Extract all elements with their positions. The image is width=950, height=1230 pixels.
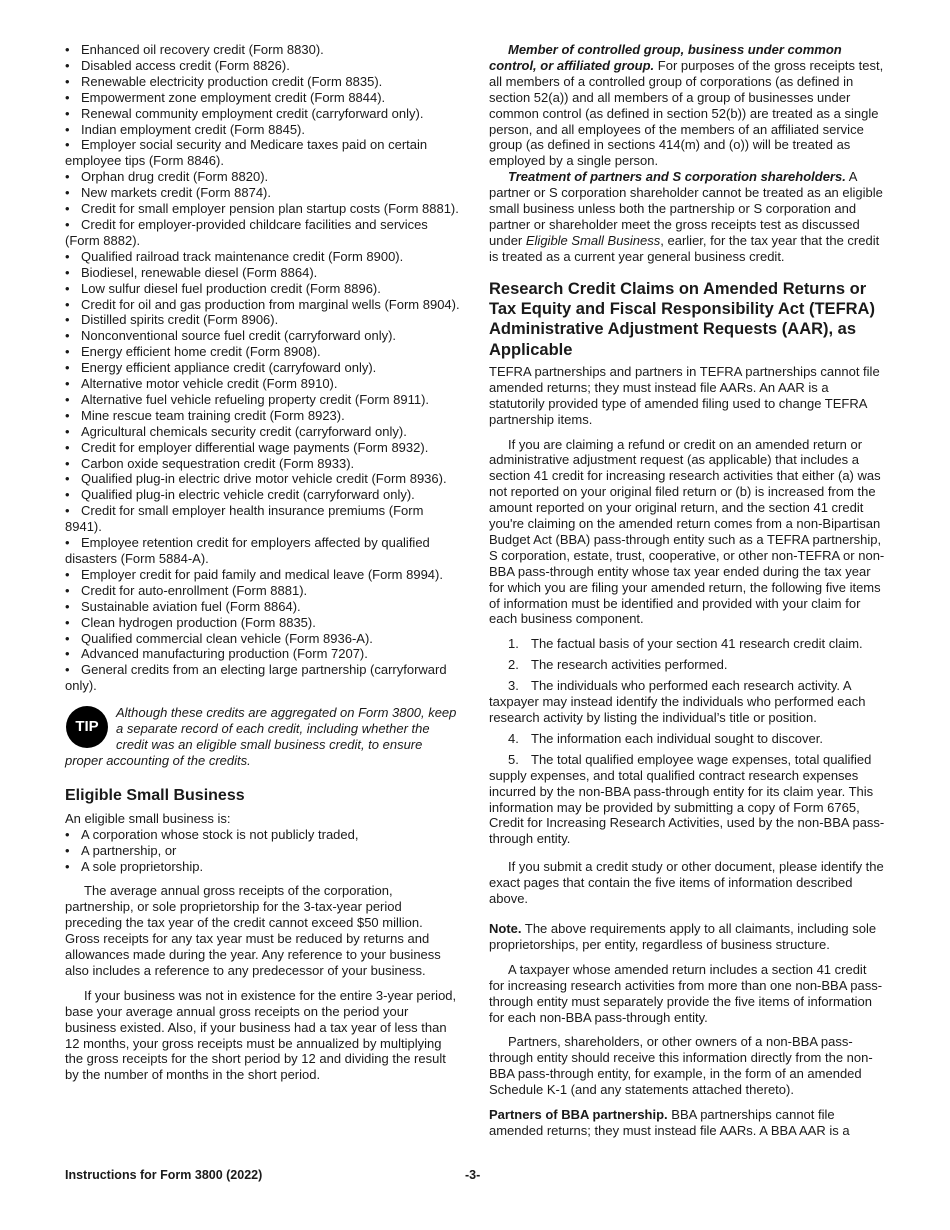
list-item: • Credit for auto-enrollment (Form 8881). — [65, 583, 460, 599]
esb-intro: An eligible small business is: — [65, 810, 231, 826]
list-item: • A sole proprietorship. — [65, 859, 460, 875]
list-item: • Employee retention credit for employers affected by qualified disasters (Form 5884-A). — [65, 535, 460, 567]
left-column — [65, 42, 460, 1092]
paragraph-text: For purposes of the gross receipts test, all members of a controlled group of corporations (as defined in section 52(a)) and all members of a group of businesses under common control (as defined in section 52(b)) are treated as a single person, and all employees of the members of an affiliated service group (as defined in sections 414(m) and (o)) will be treated as employed by a single person. — [489, 57, 884, 169]
list-item: • Credit for oil and gas production from marginal wells (Form 8904). — [65, 297, 460, 313]
list-item: • Sustainable aviation fuel (Form 8864). — [65, 599, 460, 615]
cross-reference: Eligible Small Business — [525, 232, 661, 248]
paragraph: If your business was not in existence for the entire 3-year period, base your average annual gross receipts on the period your business existed. Also, if your business had a tax year of less than 12 months, your gross receipts must be annualized by multiplying the gross receipts for the short period by 12 and dividing the result by the number of months in the short period. — [65, 987, 457, 1083]
list-item: • Agricultural chemicals security credit (carryforward only). — [65, 424, 460, 440]
list-item: • Energy efficient home credit (Form 8908). — [65, 344, 460, 360]
right-column — [489, 42, 885, 1148]
run-in-heading: Partners of BBA partnership. — [489, 1107, 668, 1123]
list-item: • Distilled spirits credit (Form 8906). — [65, 312, 460, 328]
list-item: 4. The information each individual sought to discover. — [508, 730, 823, 746]
list-item: 1. The factual basis of your section 41 research credit claim. — [508, 636, 863, 652]
list-item: • Nonconventional source fuel credit (carryforward only). — [65, 328, 460, 344]
list-item: 5. The total qualified employee wage expenses, total qualified supply expenses, and total qualified contract research expenses incurred by the non-BBA pass-through entity for its claim year. This information may be provided by submitting a copy of Form 6765, Credit for Increasing Research Activities, used by the non-BBA pass-through entity. — [489, 751, 885, 847]
list-item: • Alternative fuel vehicle refueling property credit (Form 8911). — [65, 392, 460, 408]
section-heading: Eligible Small Business — [65, 786, 245, 804]
list-item: • Indian employment credit (Form 8845). — [65, 122, 460, 138]
list-item: • Disabled access credit (Form 8826). — [65, 58, 460, 74]
numbered-list — [489, 636, 885, 847]
list-item: • Credit for employer-provided childcare facilities and services (Form 8882). — [65, 217, 460, 249]
paragraph-text: The above requirements apply to all claimants, including sole proprietorships, per entity, regardless of business structure. — [489, 920, 877, 952]
paragraph — [489, 42, 885, 169]
esb-list — [65, 827, 460, 875]
list-item: • Employer social security and Medicare taxes paid on certain employee tips (Form 8846). — [65, 137, 460, 169]
list-item: • Alternative motor vehicle credit (Form 8910). — [65, 376, 460, 392]
paragraph: TEFRA partnerships and partners in TEFRA partnerships cannot file amended returns; they must instead file AARs. An AAR is a statutorily provided type of amended filing used to change TEFRA partnership items. — [489, 363, 880, 427]
page-number: -3- — [465, 1168, 481, 1182]
note-paragraph — [489, 921, 885, 953]
list-item: • A corporation whose stock is not publicly traded, — [65, 827, 460, 843]
run-in-heading: Member of controlled group, business under common control, or affiliated group. — [489, 42, 842, 73]
run-in-heading: Treatment of partners and S corporation shareholders. — [508, 169, 846, 185]
paragraph: If you are claiming a refund or credit on an amended return or administrative adjustment request (as applicable) that includes a section 41 credit for increasing research activities that either (a) was not reported on your original filed return or (b) is increased from the amount reported on your original return, and the section 41 credit you're claiming on the amended return comes from a non-Bipartisan Budget Act (BBA) pass-through entity such as a TEFRA partnership, S corporation, estate, trust, cooperative, or other non-TEFRA or non-BBA pass-through entity whose tax year ended during the tax year for which you are filing your amended return, the following five items of information must be identified and provided with your claim for each business component. — [489, 436, 885, 627]
list-item: • Enhanced oil recovery credit (Form 8830). — [65, 42, 460, 58]
paragraph-text: , earlier, for the tax year that the credit is treated as a current year general business credit. — [489, 232, 880, 264]
list-item: • Clean hydrogen production (Form 8835). — [65, 615, 460, 631]
section-heading: Research Credit Claims on Amended Returns or Tax Equity and Fiscal Responsibility Act (TEFRA) Administrative Adjustment Requests (AAR), as Applicable — [489, 279, 875, 359]
list-item: • Low sulfur diesel fuel production credit (Form 8896). — [65, 281, 460, 297]
list-item: • Credit for small employer pension plan startup costs (Form 8881). — [65, 201, 460, 217]
paragraph-text: A partner or S corporation shareholder cannot be treated as an eligible small business unless both the partnership or S corporation and partner or shareholder meet the gross receipts test as discussed under — [489, 169, 883, 248]
list-item: • General credits from an electing large partnership (carryforward only). — [65, 662, 460, 694]
paragraph — [489, 1107, 885, 1139]
paragraph: A taxpayer whose amended return includes a section 41 credit for increasing research activities from more than one non-BBA pass-through entity must separately provide the five items of information for each non-BBA pass-through entity. — [489, 961, 883, 1025]
list-item: • A partnership, or — [65, 843, 460, 859]
paragraph: Partners, shareholders, or other owners of a non-BBA pass-through entity should receive this information directly from the non-BBA pass-through entity, for example, in the form of an amended Schedule K-1 (and any statements attached thereto). — [489, 1034, 873, 1098]
paragraph-text: BBA partnerships cannot file amended returns; they must instead file AARs. A BBA AAR is a — [489, 1107, 850, 1138]
paragraph: If you submit a credit study or other document, please identify the exact pages that contain the five items of information described above. — [489, 859, 884, 907]
list-item: • Biodiesel, renewable diesel (Form 8864). — [65, 265, 460, 281]
note-label: Note. — [489, 920, 522, 936]
paragraph: The average annual gross receipts of the corporation, partnership, or sole proprietorship for the 3-tax-year period preceding the tax year of the credit cannot exceed $50 million. Gross receipts for any tax year must be reduced by returns and allowances made during the year. Any reference to your business also includes a reference to any predecessor of your business. — [65, 883, 441, 978]
list-item: • Mine rescue team training credit (Form 8923). — [65, 408, 460, 424]
list-item: 3. The individuals who performed each research activity. A taxpayer may instead identify the individuals who performed each research activity by listing the individual’s title or position. — [489, 678, 866, 725]
list-item: • Carbon oxide sequestration credit (Form 8933). — [65, 456, 460, 472]
list-item: • Advanced manufacturing production (Form 7207). — [65, 646, 460, 662]
tip-text: Although these credits are aggregated on Form 3800, keep a separate record of each credit, including whether the credit was an eligible small business credit, to ensure proper accounting of the credits. — [65, 705, 457, 768]
list-item: • Credit for small employer health insurance premiums (Form 8941). — [65, 503, 460, 535]
list-item: • Qualified plug-in electric drive motor vehicle credit (Form 8936). — [65, 471, 460, 487]
credit-list — [65, 42, 460, 694]
list-item: • Renewable electricity production credit (Form 8835). — [65, 74, 460, 90]
list-item: • Credit for employer differential wage payments (Form 8932). — [65, 440, 460, 456]
list-item: • New markets credit (Form 8874). — [65, 185, 460, 201]
paragraph — [489, 169, 885, 264]
footer-title: Instructions for Form 3800 (2022) — [65, 1168, 263, 1182]
list-item: • Empowerment zone employment credit (Form 8844). — [65, 90, 460, 106]
list-item: • Renewal community employment credit (carryforward only). — [65, 106, 460, 122]
tip-icon: TIP — [66, 706, 108, 748]
list-item: 2. The research activities performed. — [508, 657, 728, 673]
list-item: • Qualified plug-in electric vehicle credit (carryforward only). — [65, 487, 460, 503]
list-item: • Qualified commercial clean vehicle (Form 8936-A). — [65, 631, 460, 647]
list-item: • Energy efficient appliance credit (carryfoward only). — [65, 360, 460, 376]
list-item: • Orphan drug credit (Form 8820). — [65, 169, 460, 185]
list-item: • Employer credit for paid family and medical leave (Form 8994). — [65, 567, 460, 583]
tip-box — [65, 705, 460, 769]
list-item: • Qualified railroad track maintenance credit (Form 8900). — [65, 249, 460, 265]
